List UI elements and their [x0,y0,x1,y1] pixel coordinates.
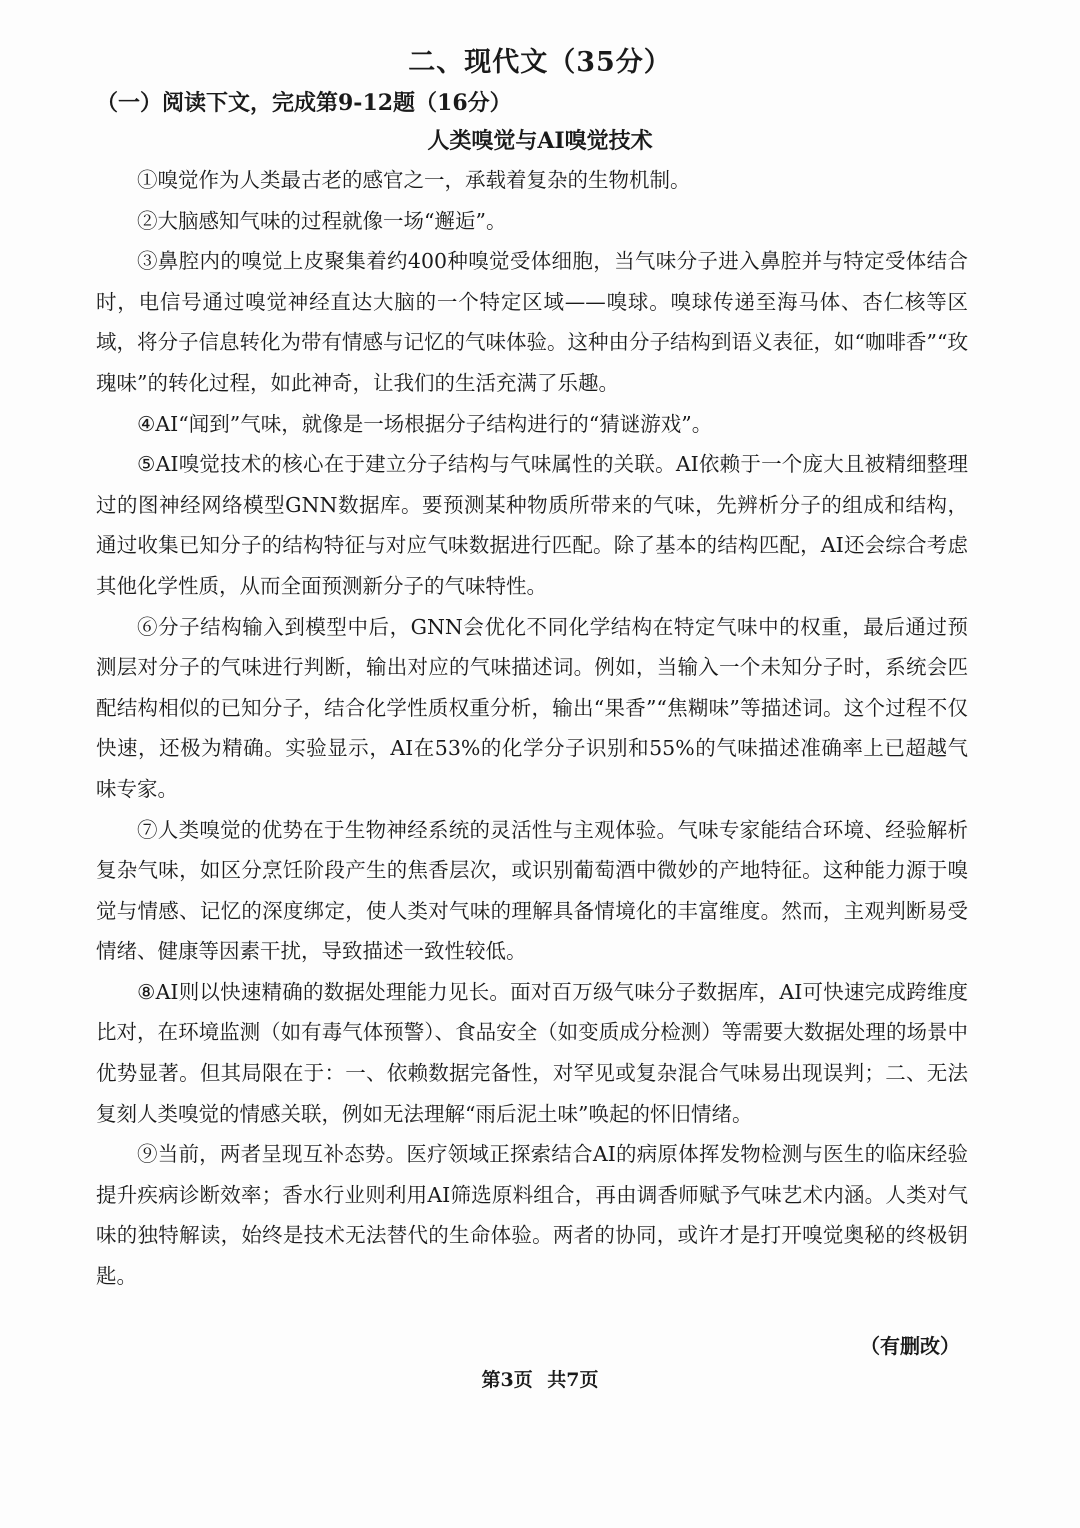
article-title: 人类嗅觉与AI嗅觉技术 [427,128,653,154]
page-footer: 第3页 共7页 [481,1369,599,1391]
section-title: 二、现代文（35分） [408,47,672,78]
paragraph-7: ⑦人类嗅觉的优势在于生物神经系统的灵活性与主观体验。气味专家能结合环境、经验解析复杂气味，如区分烹饪阶段产生的焦香层次，或识别葡萄酒中微妙的产地特征。这种能力源于嗅觉与情感、记忆的深度绑定，使人类对气味的理解具备情境化的丰富维度。然而，主观判断易受情绪、健康等因素干扰，导致描述一致性较低。 [96,817,968,964]
paragraph-6: ⑥分子结构输入到模型中后，GNN会优化不同化学结构在特定气味中的权重，最后通过预测层对分子的气味进行判断，输出对应的气味描述词。例如，当输入一个未知分子时，系统会匹配结构相似的已知分子，结合化学性质权重分析，输出“果香”“焦糊味”等描述词。这个过程不仅快速，还极为精确。实验显示，AI在53%的化学分子识别和55%的气味描述准确率上已超越气味专家。 [96,614,968,801]
paragraph-8: ⑧AI则以快速精确的数据处理能力见长。面对百万级气味分子数据库，AI可快速完成跨维度比对，在环境监测（如有毒气体预警）、食品安全（如变质成分检测）等需要大数据处理的场景中优势显著。但其局限在于：一、依赖数据完备性，对罕见或复杂混合气味易出现误判；二、无法复刻人类嗅觉的情感关联，例如无法理解“雨后泥土味”唤起的怀旧情绪。 [96,979,968,1126]
article-body [96,160,968,1297]
source-note: （有删改） [860,1334,960,1358]
paragraph-5: ⑤AI嗅觉技术的核心在于建立分子结构与气味属性的关联。AI依赖于一个庞大且被精细整理过的图神经网络模型GNN数据库。要预测某种物质所带来的气味，先辨析分子的组成和结构，通过收集已知分子的结构特征与对应气味数据进行匹配。除了基本的结构匹配，AI还会综合考虑其他化学性质，从而全面预测新分子的气味特性。 [96,452,968,598]
question-heading: （一）阅读下文，完成第9-12题（16分） [96,90,512,116]
paragraph-1: ①嗅觉作为人类最古老的感官之一，承载着复杂的生物机制。 [137,168,691,192]
paragraph-9: ⑨当前，两者呈现互补态势。医疗领域正探索结合AI的病原体挥发物检测与医生的临床经验提升疾病诊断效率；香水行业则利用AI筛选原料组合，再由调香师赋予气味艺术内涵。人类对气味的独特解读，始终是技术无法替代的生命体验。两者的协同，或许才是打开嗅觉奥秘的终极钥匙。 [96,1142,968,1289]
paragraph-4: ④AI“闻到”气味，就像是一场根据分子结构进行的“猜谜游戏”。 [137,411,713,436]
paragraph-3: ③鼻腔内的嗅觉上皮聚集着约400种嗅觉受体细胞，当气味分子进入鼻腔并与特定受体结合时，电信号通过嗅觉神经直达大脑的一个特定区域——嗅球。嗅球传递至海马体、杏仁核等区域，将分子信息转化为带有情感与记忆的气味体验。这种由分子结构到语义表征，如“咖啡香”“玫瑰味”的转化过程，如此神奇，让我们的生活充满了乐趣。 [96,249,968,395]
paragraph-2: ②大脑感知气味的过程就像一场“邂逅”。 [137,208,507,233]
